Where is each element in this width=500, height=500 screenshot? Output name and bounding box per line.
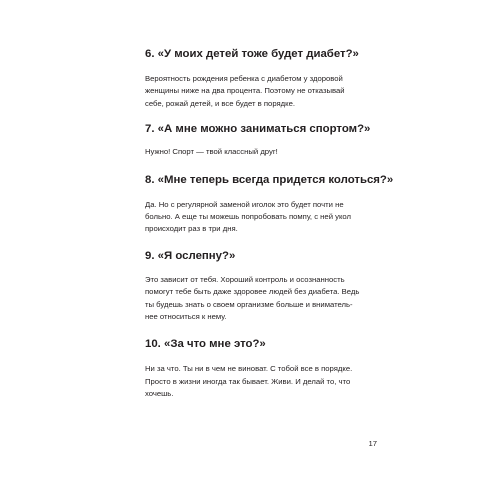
body-line: Это зависит от тебя. Хороший контроль и осознанность bbox=[145, 274, 345, 284]
body-line: хочешь. bbox=[145, 389, 174, 399]
body-line: больно. А еще ты можешь попробовать помпу, с ней укол bbox=[145, 212, 352, 222]
section-body-6 bbox=[145, 73, 375, 110]
section-body-7 bbox=[145, 146, 375, 158]
body-line: происходит раз в три дня. bbox=[145, 224, 238, 234]
section-title-8: 8. «Мне теперь всегда придется колоться?» bbox=[145, 173, 394, 186]
section-title-6: 6. «У моих детей тоже будет диабет?» bbox=[145, 48, 359, 60]
body-line: Ни за что. Ты ни в чем не виноват. С тобой все в порядке. bbox=[145, 364, 353, 374]
section-body-8 bbox=[145, 199, 375, 236]
body-line: Нужно! Спорт — твой классный друг! bbox=[145, 147, 278, 157]
page-number: 17 bbox=[368, 439, 377, 448]
page-content bbox=[145, 47, 394, 401]
section-body-9 bbox=[145, 274, 375, 324]
body-line: Просто в жизни иногда так бывает. Живи. И делай то, что bbox=[145, 376, 351, 386]
body-line: нее относиться к нему. bbox=[145, 312, 227, 322]
body-line: себе, рожай детей, и все будет в порядке. bbox=[145, 98, 296, 108]
section-title-9: 9. «Я ослепну?» bbox=[145, 249, 236, 262]
body-line: Вероятность рождения ребенка с диабетом у здоровой bbox=[145, 74, 343, 83]
section-title-7: 7. «А мне можно заниматься спортом?» bbox=[145, 123, 371, 136]
body-line: помогут тебе быть даже здоровее людей без диабета. Ведь bbox=[145, 287, 360, 297]
section-title-10: 10. «За что мне это?» bbox=[145, 338, 266, 351]
section-body-10 bbox=[145, 363, 375, 400]
body-line: ты будешь знать о своем организме больше и вниматель- bbox=[145, 299, 353, 309]
body-line: женщины ниже на два процента. Поэтому не отказывай bbox=[145, 86, 345, 96]
body-line: Да. Но с регулярной заменой иголок это будет почти не bbox=[145, 199, 344, 209]
